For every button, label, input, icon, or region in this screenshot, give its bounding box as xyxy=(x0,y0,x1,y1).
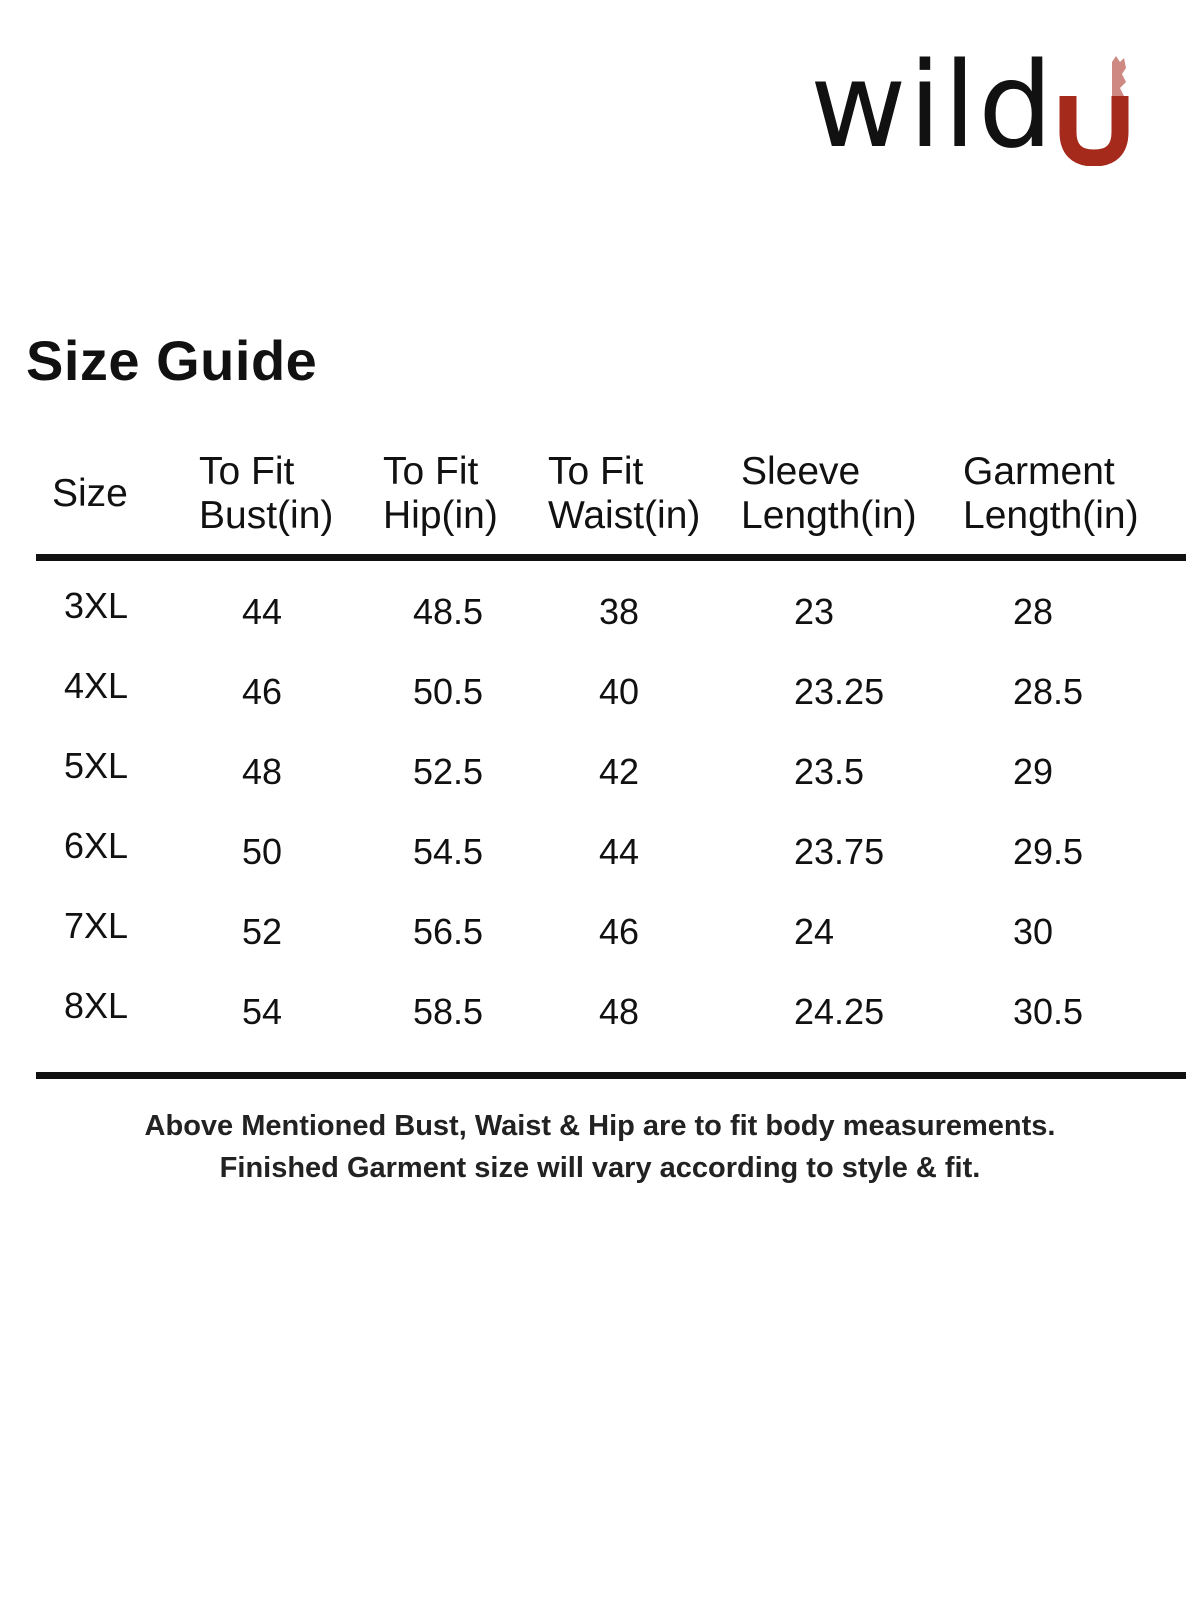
cell-bust: 54 xyxy=(242,991,283,1032)
header-bust xyxy=(199,450,333,538)
cell-garment-length: 30 xyxy=(1013,911,1054,952)
cell-bust: 44 xyxy=(242,591,283,632)
cell-bust: 52 xyxy=(242,911,283,952)
table-row xyxy=(36,576,1186,656)
header-waist-line1: To Fit xyxy=(548,450,644,493)
cell-sleeve-length: 24 xyxy=(794,911,835,952)
header-garment-length xyxy=(963,450,1139,538)
cell-sleeve-length: 23.25 xyxy=(794,671,885,712)
logo-wordmark: wild xyxy=(810,36,1055,174)
cell-hip: 50.5 xyxy=(413,671,484,712)
table-body xyxy=(36,576,1186,1056)
header-bust-line1: To Fit xyxy=(199,450,295,493)
header-sleeve-length xyxy=(741,450,917,538)
page-title: Size Guide xyxy=(26,329,318,392)
header-hip xyxy=(383,450,498,538)
header-waist-line2: Waist(in) xyxy=(548,494,701,537)
cell-waist: 46 xyxy=(599,911,640,952)
cell-garment-length: 29.5 xyxy=(1013,831,1084,872)
table-header-row xyxy=(36,450,1186,550)
header-hip-line1: To Fit xyxy=(383,450,479,493)
header-sleeve-line1: Sleeve xyxy=(741,450,861,493)
brand-logo xyxy=(810,36,1130,174)
table-row xyxy=(36,816,1186,896)
table-bottom-divider xyxy=(36,1072,1186,1079)
size-table xyxy=(36,450,1186,1032)
cell-size: 3XL xyxy=(64,585,129,626)
cell-hip: 52.5 xyxy=(413,751,484,792)
header-hip-line2: Hip(in) xyxy=(383,494,498,537)
cell-garment-length: 28 xyxy=(1013,591,1054,632)
table-row xyxy=(36,976,1186,1056)
table-row xyxy=(36,896,1186,976)
cell-hip: 58.5 xyxy=(413,991,484,1032)
header-garment-line1: Garment xyxy=(963,450,1115,493)
logo-u-mark xyxy=(1058,54,1130,166)
cell-waist: 48 xyxy=(599,991,640,1032)
header-waist xyxy=(548,450,700,538)
cell-size: 6XL xyxy=(64,825,129,866)
cell-bust: 50 xyxy=(242,831,283,872)
cell-waist: 42 xyxy=(599,751,640,792)
cell-sleeve-length: 24.25 xyxy=(794,991,885,1032)
cell-size: 8XL xyxy=(64,985,129,1026)
cell-garment-length: 28.5 xyxy=(1013,671,1084,712)
cell-waist: 40 xyxy=(599,671,640,712)
cell-hip: 56.5 xyxy=(413,911,484,952)
cell-bust: 46 xyxy=(242,671,283,712)
cell-hip: 48.5 xyxy=(413,591,484,632)
footnote-line-1: Above Mentioned Bust, Waist & Hip are to fit body measurements. xyxy=(144,1110,1056,1142)
cell-size: 5XL xyxy=(64,745,129,786)
cell-waist: 38 xyxy=(599,591,640,632)
header-size xyxy=(52,472,128,516)
cell-hip: 54.5 xyxy=(413,831,484,872)
cell-garment-length: 30.5 xyxy=(1013,991,1084,1032)
header-bust-line2: Bust(in) xyxy=(199,494,334,537)
cell-size: 4XL xyxy=(64,665,129,706)
footnote-line-2: Finished Garment size will vary according to style & fit. xyxy=(219,1152,981,1184)
table-row xyxy=(36,656,1186,736)
cell-sleeve-length: 23 xyxy=(794,591,835,632)
table-row xyxy=(36,736,1186,816)
cell-size: 7XL xyxy=(64,905,129,946)
header-sleeve-line2: Length(in) xyxy=(741,494,917,537)
cell-sleeve-length: 23.75 xyxy=(794,831,885,872)
measurement-footnote xyxy=(0,1105,1200,1189)
cell-waist: 44 xyxy=(599,831,640,872)
header-garment-line2: Length(in) xyxy=(963,494,1139,537)
cell-bust: 48 xyxy=(242,751,283,792)
header-divider xyxy=(36,554,1186,561)
cell-sleeve-length: 23.5 xyxy=(794,751,865,792)
cell-garment-length: 29 xyxy=(1013,751,1054,792)
header-size-label: Size xyxy=(52,472,128,515)
